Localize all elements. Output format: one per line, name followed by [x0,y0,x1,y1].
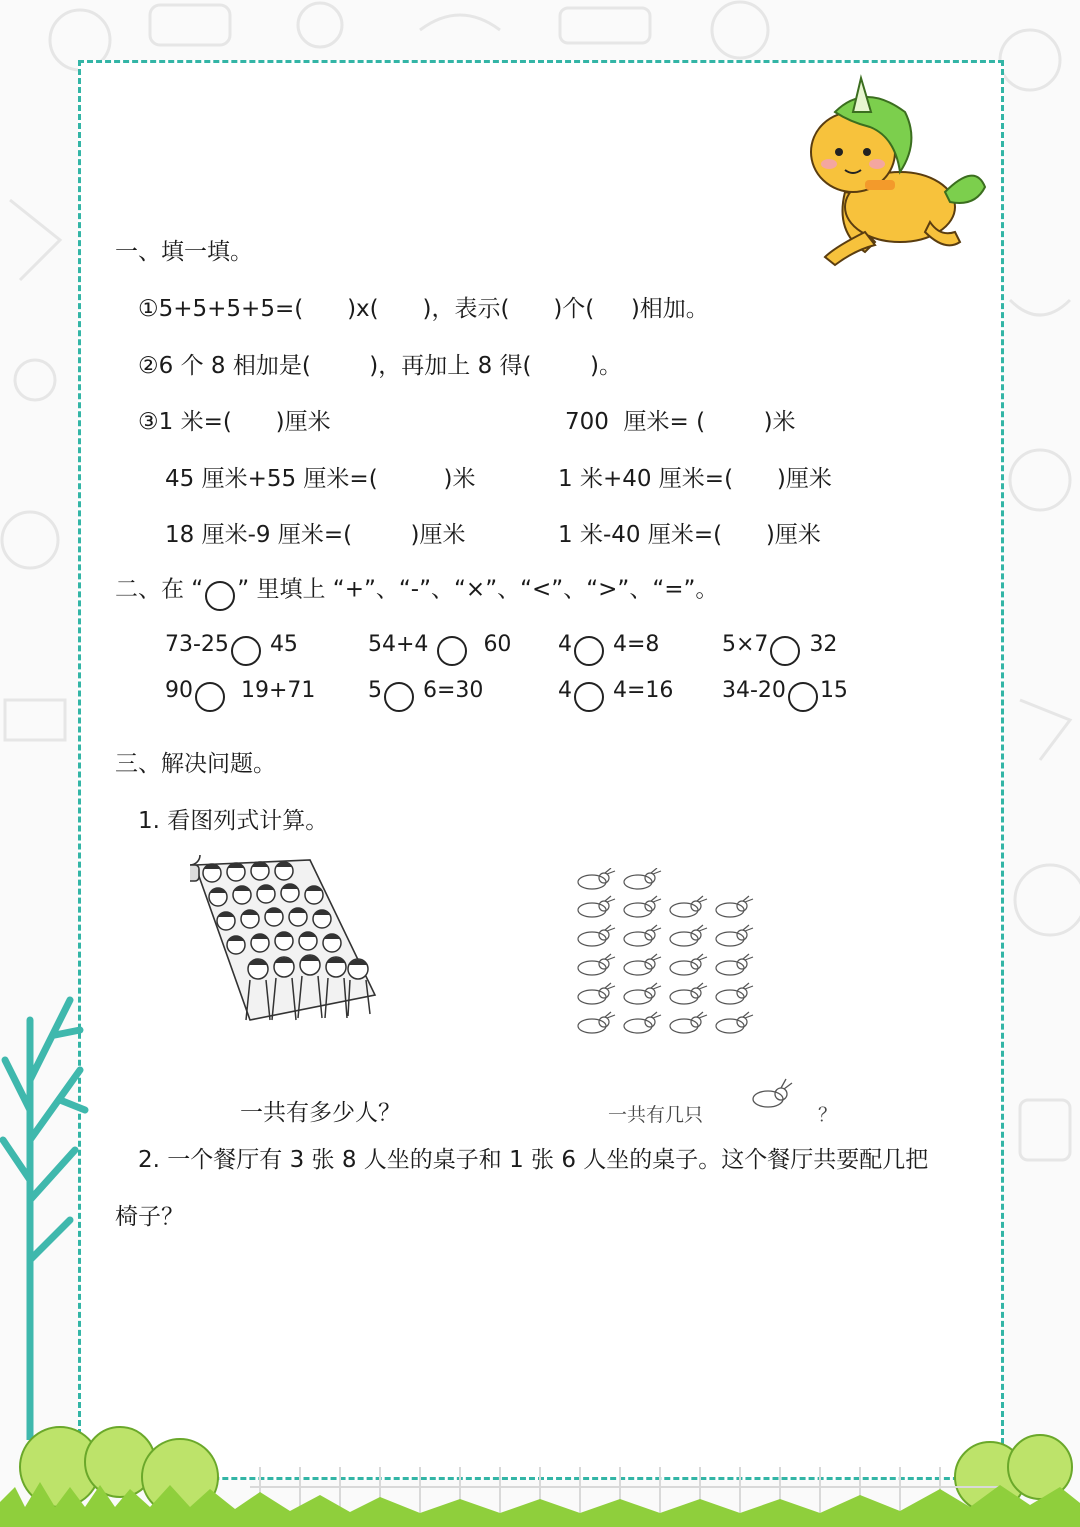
compare-item [165,676,315,706]
rabbits-picture [572,868,762,1038]
answer-circle[interactable] [195,682,225,712]
compare-left: 90 [165,678,193,703]
answer-circle[interactable] [574,682,604,712]
question-1-3f: 1 米-40 厘米=( )厘米 [558,522,821,548]
question-1-1: ①5+5+5+5=( )x( )，表示( )个( )相加。 [138,296,709,322]
answer-circle[interactable] [788,682,818,712]
compare-right: 6=30 [423,678,484,703]
compare-left: 54+4 [368,632,429,657]
children-group-picture [190,855,380,1030]
question-3-1: 1. 看图列式计算。 [138,808,329,834]
compare-right: 4=16 [613,678,674,703]
compare-item [165,630,298,660]
unicorn-illustration [805,72,995,272]
compare-right: 19+71 [241,678,316,703]
compare-item [722,676,848,706]
grass-border-decoration [0,1407,1080,1527]
compare-item [368,676,483,706]
question-1-3d: 1 米+40 厘米=( )厘米 [558,466,832,492]
compare-item [558,630,659,660]
question-3-2-line1: 2. 一个餐厅有 3 张 8 人坐的桌子和 1 张 6 人坐的桌子。这个餐厅共要配几把 [138,1147,929,1173]
compare-right: 15 [819,678,848,703]
compare-right: 60 [483,632,512,657]
question-1-3e: 18 厘米-9 厘米=( )厘米 [165,522,466,548]
question-1-3a: ③1 米=( )厘米 [138,409,331,435]
compare-right: 4=8 [613,632,660,657]
question-1-3c: 45 厘米+55 厘米=( )米 [165,466,476,492]
answer-circle[interactable] [231,636,261,666]
question-1-3b: 700 厘米= ( )米 [565,409,796,435]
section1-heading: 一、填一填。 [115,239,253,265]
compare-item [368,630,511,660]
tree-decoration [0,960,90,1440]
section2-heading-pre: 二、在 “ [115,576,204,603]
compare-left: 5×7 [722,632,769,657]
compare-left: 73-25 [165,632,229,657]
section2-heading [115,575,718,605]
caption-rabbits-question-mark: ？ [818,1104,838,1126]
caption-rabbits-pre: 一共有几只 [608,1104,704,1126]
compare-right: 32 [809,632,838,657]
compare-left: 5 [368,678,382,703]
compare-left: 4 [558,632,572,657]
answer-circle[interactable] [574,636,604,666]
section3-heading: 三、解决问题。 [115,751,276,777]
caption-rabbits [608,1101,703,1129]
compare-item [722,630,837,660]
caption-children: 一共有多少人？ [240,1100,401,1126]
answer-circle[interactable] [384,682,414,712]
compare-right: 45 [269,632,298,657]
section2-heading-post: ” 里填上 “+”、“-”、“×”、“<”、“>”、“=”。 [237,576,719,603]
compare-left: 4 [558,678,572,703]
question-1-2: ②6 个 8 相加是( )，再加上 8 得( )。 [138,353,622,379]
compare-item [558,676,673,706]
question-3-2-line2: 椅子？ [115,1204,184,1230]
compare-left: 34-20 [722,678,786,703]
rabbit-icon [748,1077,796,1113]
